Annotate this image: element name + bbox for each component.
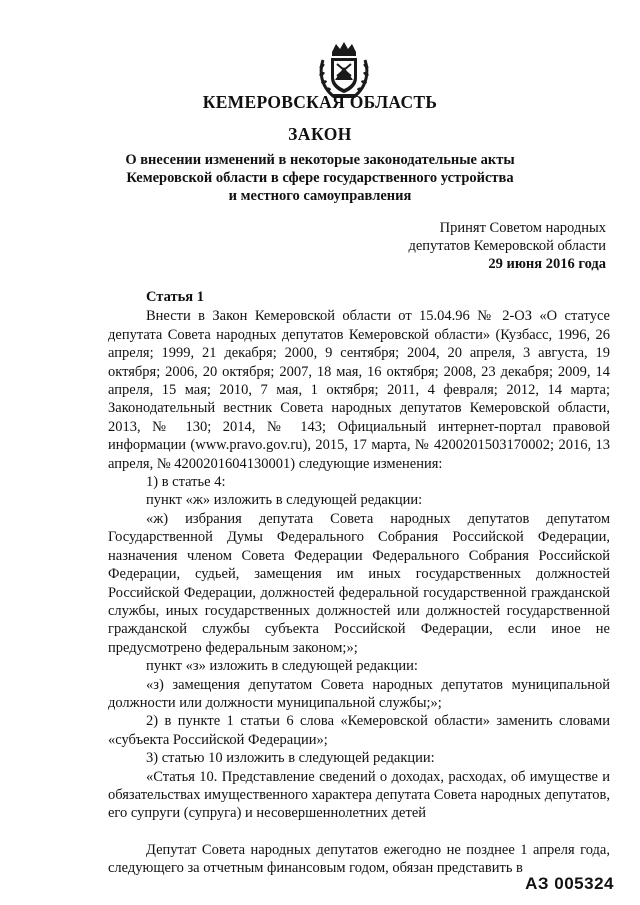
region-title: КЕМЕРОВСКАЯ ОБЛАСТЬ xyxy=(202,92,438,112)
adoption-line: Принят Советом народных xyxy=(439,220,606,236)
kemerovo-coat-of-arms-icon xyxy=(315,40,373,100)
article-paragraph: «Статья 10. Представление сведений о доходах, расходах, об имуществе и обязательствах имущественного характера депутата Совета народных депутатов, его супруги (супруга) и несовершеннолетних детей xyxy=(108,768,610,822)
article-paragraph: 1) в статье 4: xyxy=(146,474,226,491)
adoption-block xyxy=(408,219,606,273)
article-paragraph: Депутат Совета народных депутатов ежегодно не позднее 1 апреля года, следующего за отчетным финансовым годом, обязан представить в xyxy=(108,841,610,877)
adoption-line: депутатов Кемеровской области xyxy=(408,238,606,254)
article-title: Статья 1 xyxy=(146,289,204,305)
article-paragraph: пункт «з» изложить в следующей редакции: xyxy=(146,658,418,675)
article-paragraph: Внести в Закон Кемеровской области от 15.04.96 № 2-ОЗ «О статусе депутата Совета народных депутатов Кемеровской области» (Кузбасс, 1996, 26 апреля; 1999, 21 декабря; 2000, 9 сентября; 2004, 20 апреля, 3 августа, 19 октября; 2006, 20 октября; 2007, 18 мая, 16 октября; 2008, 23 декабря; 2009, 14 апреля, 15 мая; 2010, 7 мая, 1 октября; 2011, 4 февраля; 2012, 14 марта; Законодательный вестник Совета народных депутатов Кемеровской области, 2013, № 130; 2014, № 143; Официальный интернет-портал правовой информации (www.pravo.gov.ru), 2015, 17 марта, № 4200201503170002; 2016, 13 апреля, № 4200201604130001) следующие изменения: xyxy=(108,308,610,472)
article-paragraph: «ж) избрания депутата Совета народных депутатов депутатом Государственной Думы Федерального Собрания Российской Федерации, назначения членом Совета Федерации Федерального Собрания Российской Федерации, судьей, замещения им иных государственных должностей Российской Федерации, должностей федеральной государственной гражданской службы, иных государственных должностей или должностей государственной гражданской службы субъекта Российской Федерации, если иное не предусмотрено федеральным законом;»; xyxy=(108,510,610,656)
law-subject-line: и местного самоуправления xyxy=(228,188,412,204)
law-subject-line: Кемеровской области в сфере государственного устройства xyxy=(126,170,514,186)
law-subject xyxy=(0,151,640,205)
paragraph-gap xyxy=(108,823,610,841)
article-paragraph: 3) статью 10 изложить в следующей редакции: xyxy=(146,750,435,767)
article-paragraph: «з) замещения депутатом Совета народных депутатов муниципальной должности или должности муниципальной службы;»; xyxy=(108,676,610,711)
law-subject-line: О внесении изменений в некоторые законодательные акты xyxy=(125,152,515,168)
adoption-date: 29 июня 2016 года xyxy=(488,256,606,272)
document-type: ЗАКОН xyxy=(288,124,352,144)
article-paragraph: 2) в пункте 1 статьи 6 слова «Кемеровской области» заменить словами «субъекта Российской Федерации»; xyxy=(108,713,610,748)
article-paragraph: пункт «ж» изложить в следующей редакции: xyxy=(146,492,423,509)
serial-number: АЗ 005324 xyxy=(525,874,614,893)
article-body xyxy=(108,288,610,878)
